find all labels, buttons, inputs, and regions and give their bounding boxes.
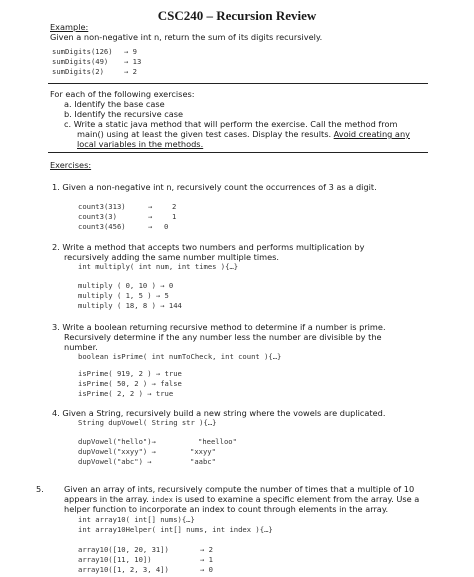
example-call: sumDigits(49) bbox=[52, 57, 109, 66]
ex1-arrow: → bbox=[148, 222, 153, 231]
exercise-5-prompt-line2: appears in the array. index is used to examine a specific element from the array. Use a bbox=[64, 494, 420, 504]
ex5-call: array10([1, 2, 3, 4]) bbox=[78, 565, 169, 574]
exercise-3-prompt-line2: Recursively determine if the any number less the number are divisible by the bbox=[64, 332, 382, 342]
instructions-intro: For each of the following exercises: bbox=[50, 89, 195, 99]
exercises-label: Exercises: bbox=[50, 160, 92, 170]
ex4-signature: String dupVowel( String str ){…} bbox=[78, 418, 217, 427]
ex1-call: count3(3) bbox=[78, 212, 117, 221]
ex4-result: "heelloo" bbox=[198, 437, 237, 446]
ex4-call: dupVowel("xxyy") → bbox=[78, 447, 156, 456]
example-call: sumDigits(2) bbox=[52, 67, 104, 76]
ex2-test: multiply ( 1, 5 ) → 5 bbox=[78, 291, 169, 300]
example-prompt: Given a non-negative int n, return the sum of its digits recursively. bbox=[50, 32, 323, 42]
example-label: Example: bbox=[50, 22, 89, 32]
example-result: → 2 bbox=[124, 67, 137, 76]
ex5-result: → 0 bbox=[200, 565, 213, 574]
exercise-3-prompt-line3: number. bbox=[64, 342, 98, 352]
ex2-test: multiply ( 0, 10 ) → 0 bbox=[78, 281, 174, 290]
instruction-c-line2: main() using at least the given test cases. Display the results. Avoid creating any bbox=[77, 129, 410, 139]
ex4-call: dupVowel("hello")→ bbox=[78, 437, 156, 446]
ex5-result: → 2 bbox=[200, 545, 213, 554]
divider bbox=[48, 83, 428, 84]
exercise-5-prompt: Given an array of ints, recursively compute the number of times that a multiple of 10 bbox=[64, 484, 415, 494]
instruction-c: c. Write a static java method that will perform the exercise. Call the method from bbox=[64, 119, 398, 129]
instruction-b: b. Identify the recursive case bbox=[64, 109, 184, 119]
exercise-4-prompt: 4. Given a String, recursively build a new string where the vowels are duplicated. bbox=[52, 408, 386, 418]
ex1-call: count3(456) bbox=[78, 222, 126, 231]
ex5-call: array10([10, 20, 31]) bbox=[78, 545, 169, 554]
exercise-5-prompt-line3: helper function to incorporate an index to count through elements in the array. bbox=[64, 504, 389, 514]
ex5-call: array10([11, 10]) bbox=[78, 555, 152, 564]
ex4-result: "xxyy" bbox=[190, 447, 216, 456]
ex4-call: dupVowel("abc") → bbox=[78, 457, 152, 466]
ex1-call: count3(313) bbox=[78, 202, 126, 211]
example-result: → 9 bbox=[124, 47, 137, 56]
ex2-test: multiply ( 18, 8 ) → 144 bbox=[78, 301, 182, 310]
example-call: sumDigits(126) bbox=[52, 47, 113, 56]
exercise-1-prompt: 1. Given a non-negative int n, recursively count the occurrences of 3 as a digit. bbox=[52, 182, 377, 192]
ex1-result: 0 bbox=[164, 222, 169, 231]
ex4-result: "aabc" bbox=[190, 457, 216, 466]
ex1-arrow: → bbox=[148, 212, 153, 221]
page-title: CSC240 – Recursion Review bbox=[157, 8, 317, 23]
ex2-signature: int multiply( int num, int times ){…} bbox=[78, 262, 239, 271]
ex3-test: isPrime( 50, 2 ) → false bbox=[78, 379, 182, 388]
ex1-result: 2 bbox=[172, 202, 177, 211]
ex1-arrow: → bbox=[148, 202, 153, 211]
instruction-c-line3: local variables in the methods. bbox=[77, 139, 204, 149]
ex3-test: isPrime( 919, 2 ) → true bbox=[78, 369, 182, 378]
ex3-test: isPrime( 2, 2 ) → true bbox=[78, 389, 174, 398]
ex5-result: → 1 bbox=[200, 555, 213, 564]
ex5-helper-signature: int array10Helper( int[] nums, int index ){…} bbox=[78, 525, 273, 534]
example-result: → 13 bbox=[124, 57, 142, 66]
exercise-3-prompt: 3. Write a boolean returning recursive method to determine if a number is prime. bbox=[52, 322, 386, 332]
ex5-signature: int array10( int[] nums){…} bbox=[78, 515, 195, 524]
ex3-signature: boolean isPrime( int numToCheck, int count ){…} bbox=[78, 352, 282, 361]
divider bbox=[48, 152, 428, 153]
instruction-a: a. Identify the base case bbox=[64, 99, 165, 109]
exercise-2-prompt: 2. Write a method that accepts two numbers and performs multiplication by bbox=[52, 242, 365, 252]
exercise-2-prompt-line2: recursively adding the same number multiple times. bbox=[64, 252, 279, 262]
ex1-result: 1 bbox=[172, 212, 177, 221]
exercise-5-number: 5. bbox=[36, 484, 44, 494]
